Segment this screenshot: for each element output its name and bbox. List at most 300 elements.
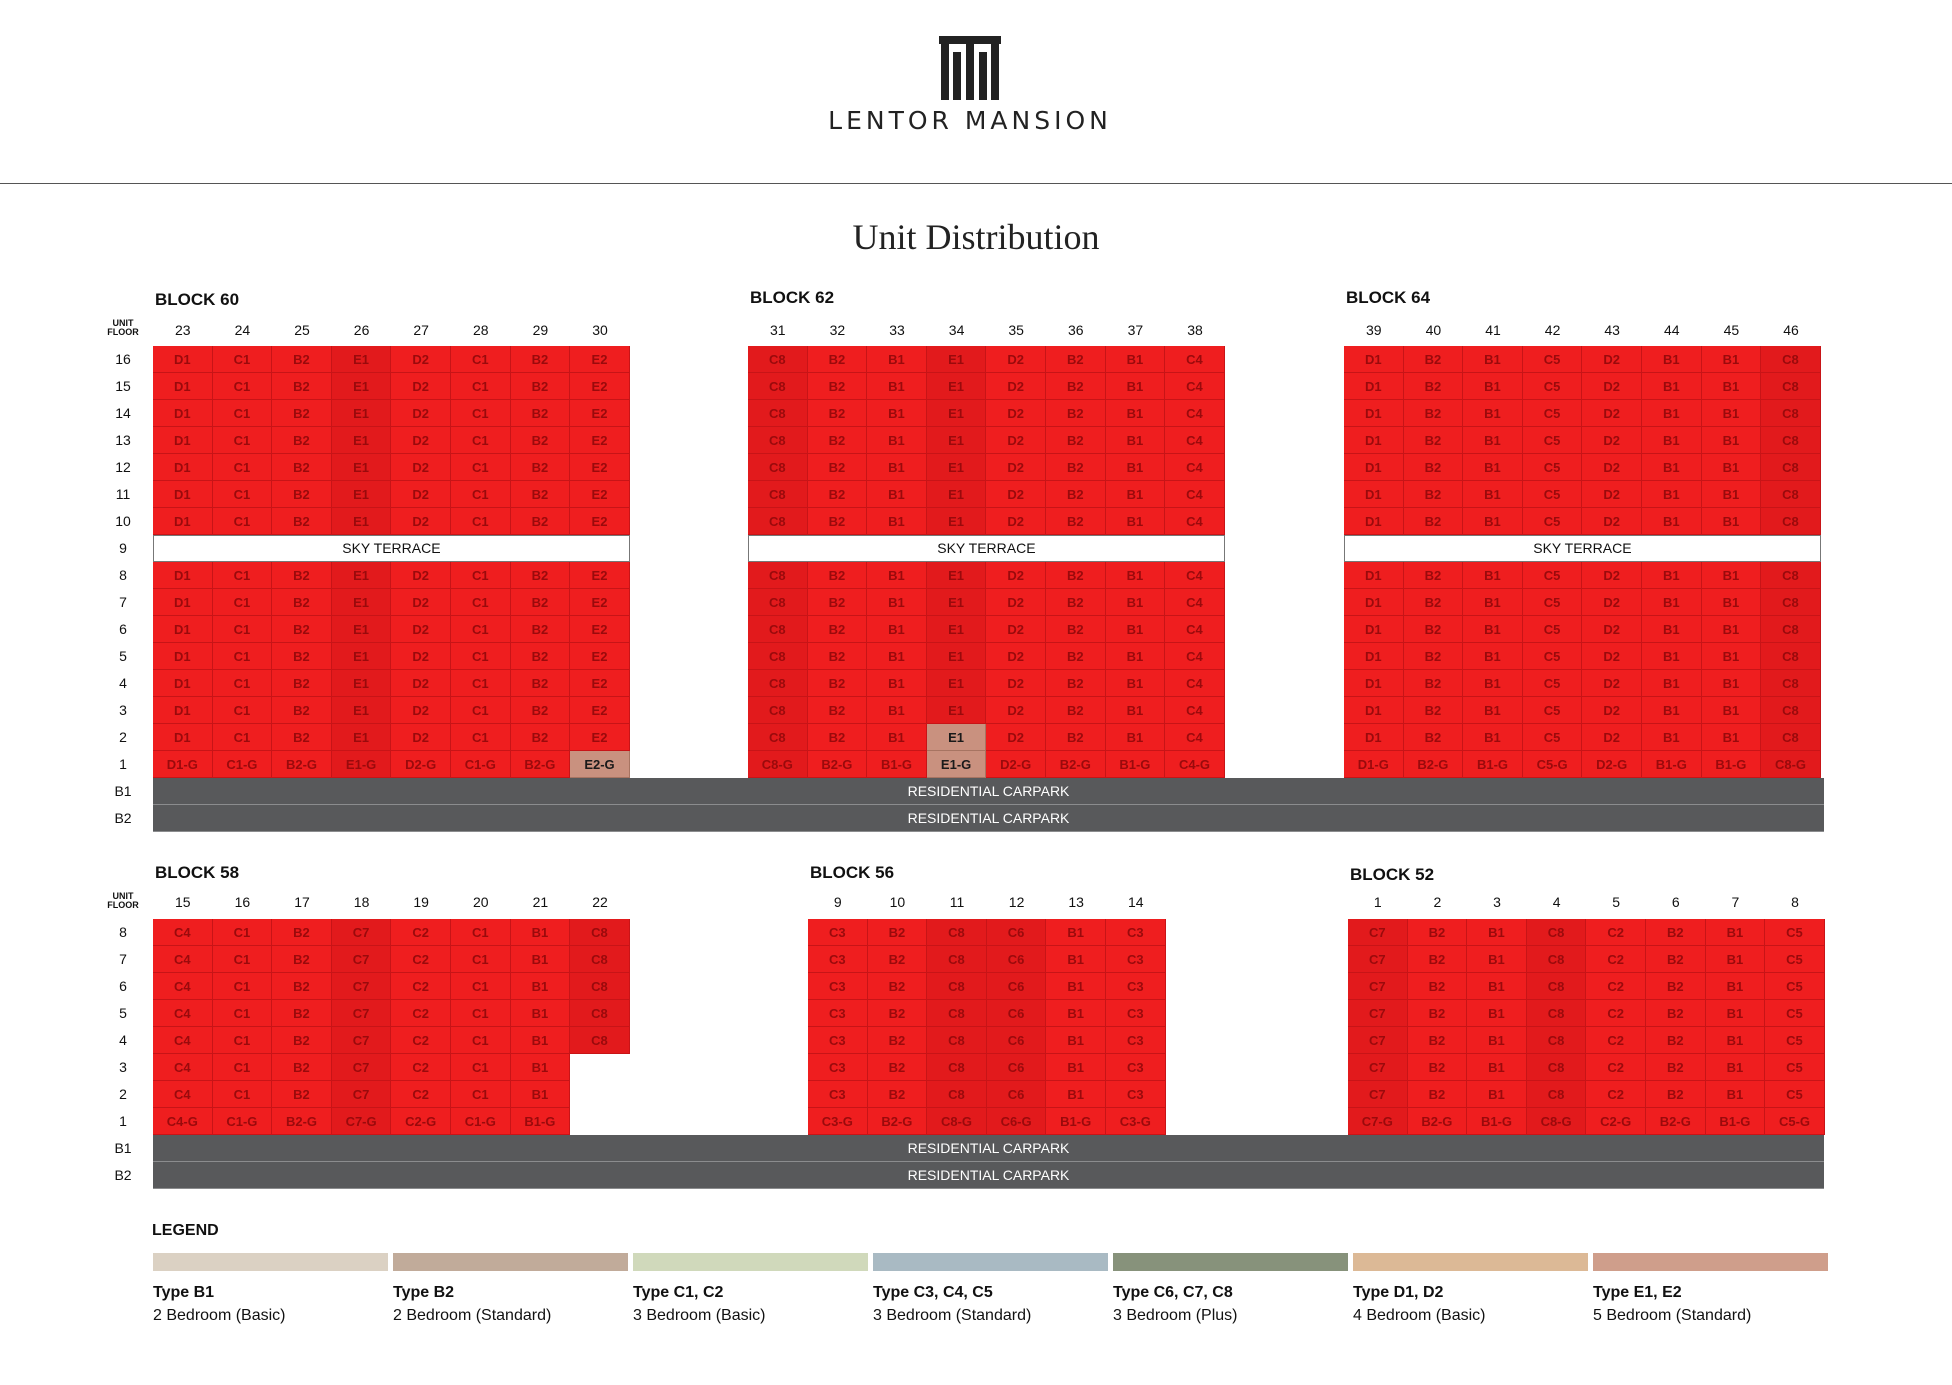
unit-number: 16	[234, 894, 251, 910]
unit-cell: B1	[1642, 643, 1702, 670]
unit-cell: D2	[391, 508, 451, 535]
unit-cell: C2	[391, 1027, 451, 1054]
unit-cell: C1	[213, 373, 273, 400]
unit-cell: C2	[1586, 919, 1646, 946]
unit-cell: E1	[332, 616, 392, 643]
unit-number: 19	[413, 894, 429, 910]
unit-cell: B1	[1642, 400, 1702, 427]
unit-cell: C3-G	[1106, 1108, 1166, 1135]
unit-cell: C1	[451, 400, 511, 427]
unit-cell: D2	[986, 427, 1046, 454]
unit-cell: E1-G	[332, 751, 392, 778]
unit-cell: C4	[1165, 373, 1225, 400]
unit-cell: B2	[272, 919, 332, 946]
unit-cell: B2	[868, 1027, 928, 1054]
unit-cell: B1	[1046, 1081, 1106, 1108]
unit-cell: C8	[1761, 697, 1821, 724]
unit-cell: B2	[1646, 919, 1706, 946]
unit-cell: C2	[391, 1000, 451, 1027]
unit-cell: B1	[1106, 400, 1166, 427]
unit-number: 41	[1485, 322, 1501, 338]
unit-cell: B2	[272, 454, 332, 481]
brand-logo	[820, 36, 1120, 135]
unit-cell: B1	[1467, 1054, 1527, 1081]
unit-cell: D1	[153, 481, 213, 508]
unit-cell: B2	[272, 562, 332, 589]
floor-label: B2	[114, 1167, 132, 1183]
floor-label: 8	[119, 567, 127, 583]
legend-swatch	[633, 1253, 868, 1271]
unit-cell: C2	[1586, 946, 1646, 973]
unit-cell: C7	[332, 1081, 392, 1108]
floor-label: 16	[115, 351, 131, 367]
unit-cell: B1	[511, 1027, 571, 1054]
unit-cell: E2	[570, 670, 630, 697]
unit-cell: B1	[1706, 1081, 1766, 1108]
unit-cell: B1	[1642, 724, 1702, 751]
unit-cell: B1	[1046, 973, 1106, 1000]
unit-cell: B2	[511, 643, 571, 670]
legend-description: 2 Bedroom (Standard)	[393, 1307, 552, 1324]
unit-cell: B2	[1046, 508, 1106, 535]
unit-cell: B2	[1404, 427, 1464, 454]
unit-cell: B2	[511, 562, 571, 589]
unit-cell: C8	[1761, 481, 1821, 508]
unit-number: 26	[353, 322, 370, 338]
unit-cell: B2	[511, 373, 571, 400]
unit-cell: C4	[1165, 481, 1225, 508]
unit-number: 29	[532, 322, 549, 338]
unit-number: 13	[1068, 894, 1084, 910]
unit-cell: E1	[332, 454, 392, 481]
unit-cell: B1	[1706, 919, 1766, 946]
unit-cell: C8	[1761, 400, 1821, 427]
unit-cell: B1	[1463, 724, 1523, 751]
unit-cell: D2	[986, 562, 1046, 589]
unit-cell: C3	[808, 1000, 868, 1027]
unit-cell: B1	[1106, 481, 1166, 508]
unit-cell: C6	[987, 973, 1047, 1000]
unit-cell: C7	[332, 1027, 392, 1054]
unit-cell: B1	[1702, 400, 1762, 427]
unit-cell: B1	[1106, 724, 1166, 751]
unit-cell: C8	[1527, 946, 1587, 973]
unit-cell: C1	[451, 589, 511, 616]
block-title: BLOCK 60	[155, 290, 240, 309]
unit-cell: B2-G	[511, 751, 571, 778]
unit-cell: D1	[153, 616, 213, 643]
unit-cell: C6	[987, 1054, 1047, 1081]
unit-cell: B1	[1642, 427, 1702, 454]
unit-cell: B1	[1702, 346, 1762, 373]
unit-cell: B1	[1463, 589, 1523, 616]
unit-cell: C4	[1165, 724, 1225, 751]
unit-cell: D2	[391, 400, 451, 427]
unit-cell: E2	[570, 400, 630, 427]
unit-cell: B2	[1404, 562, 1464, 589]
unit-cell: B2	[511, 670, 571, 697]
floor-label: 5	[119, 1005, 127, 1021]
unit-cell: B2	[511, 481, 571, 508]
unit-cell: B2	[272, 1027, 332, 1054]
unit-cell: C8	[748, 508, 808, 535]
unit-cell: D2	[1582, 454, 1642, 481]
unit-cell: D1	[153, 670, 213, 697]
unit-cell: B2	[808, 643, 868, 670]
unit-number: 38	[1187, 322, 1203, 338]
header-divider	[0, 183, 1952, 184]
unit-cell: D2	[391, 589, 451, 616]
unit-cell: B2	[1646, 1054, 1706, 1081]
unit-cell: D1	[153, 373, 213, 400]
unit-cell: C5	[1523, 670, 1583, 697]
unit-cell: C1	[451, 973, 511, 1000]
unit-cell: D1	[153, 589, 213, 616]
unit-cell: C8	[1761, 562, 1821, 589]
unit-cell: C1	[213, 670, 273, 697]
unit-cell: E1	[927, 724, 987, 751]
unit-cell: B2	[808, 427, 868, 454]
unit-cell: E1	[332, 346, 392, 373]
unit-cell: C5-G	[1523, 751, 1583, 778]
unit-cell: C1	[451, 508, 511, 535]
unit-cell: C3	[1106, 946, 1166, 973]
unit-cell: B2	[1046, 373, 1106, 400]
unit-cell: D1	[153, 454, 213, 481]
unit-cell: B2	[868, 1000, 928, 1027]
unit-cell: B1	[1046, 946, 1106, 973]
unit-cell: B1	[1706, 1000, 1766, 1027]
unit-cell: C5	[1523, 643, 1583, 670]
unit-cell: C2	[391, 919, 451, 946]
unit-cell: C4	[1165, 400, 1225, 427]
unit-cell: C1	[213, 973, 273, 1000]
unit-cell: D2	[391, 346, 451, 373]
unit-cell: B2	[1404, 670, 1464, 697]
unit-cell: C1-G	[451, 751, 511, 778]
unit-number: 42	[1544, 322, 1561, 338]
unit-cell: C1	[213, 946, 273, 973]
unit-cell: C8	[1527, 1054, 1587, 1081]
floor-label: 6	[119, 621, 127, 637]
unit-cell: C6	[987, 1027, 1047, 1054]
unit-cell: E1	[332, 724, 392, 751]
unit-cell: C7	[332, 1000, 392, 1027]
unit-cell: E1	[927, 508, 987, 535]
unit-cell: B2	[272, 973, 332, 1000]
unit-cell: C1	[213, 697, 273, 724]
unit-cell: B1	[1463, 562, 1523, 589]
legend-description: 2 Bedroom (Basic)	[153, 1307, 286, 1324]
unit-cell: B1	[1463, 427, 1523, 454]
legend-description: 3 Bedroom (Plus)	[1113, 1307, 1238, 1324]
unit-number: 15	[175, 894, 191, 910]
unit-cell: C8	[748, 697, 808, 724]
floor-label: 2	[119, 1086, 127, 1102]
unit-cell: E1	[332, 373, 392, 400]
unit-cell: C1	[213, 1027, 273, 1054]
unit-cell: B1	[1642, 589, 1702, 616]
unit-cell: D2-G	[1582, 751, 1642, 778]
unit-cell: C7	[1348, 1027, 1408, 1054]
unit-cell: E1	[927, 427, 987, 454]
unit-cell: B1	[1463, 697, 1523, 724]
unit-cell: B2	[272, 724, 332, 751]
unit-number: 36	[1068, 322, 1084, 338]
unit-cell: B2	[808, 481, 868, 508]
unit-cell: B2	[808, 508, 868, 535]
unit-cell: C1	[451, 670, 511, 697]
unit-number: 23	[175, 322, 191, 338]
unit-cell: B1	[1463, 616, 1523, 643]
unit-cell: C8	[1761, 589, 1821, 616]
unit-cell: B1	[867, 427, 927, 454]
unit-cell: D2	[1582, 481, 1642, 508]
unit-cell: B1	[867, 346, 927, 373]
unit-cell: B1	[1702, 724, 1762, 751]
floor-label: 8	[119, 924, 127, 940]
unit-cell: B2	[272, 589, 332, 616]
unit-cell: C8	[570, 919, 630, 946]
unit-cell: B2	[272, 670, 332, 697]
unit-number: 2	[1433, 894, 1442, 910]
legend-type-label: Type B2	[393, 1284, 455, 1301]
unit-cell: B1	[1046, 1054, 1106, 1081]
unit-cell: B1	[867, 724, 927, 751]
unit-cell: B2-G	[808, 751, 868, 778]
unit-cell: C8	[1527, 1081, 1587, 1108]
unit-cell: C8	[748, 724, 808, 751]
unit-cell: B2	[272, 1054, 332, 1081]
unit-cell: E2	[570, 562, 630, 589]
unit-cell: C2	[1586, 973, 1646, 1000]
unit-cell: D2-G	[986, 751, 1046, 778]
unit-cell: B2	[1046, 454, 1106, 481]
sky-terrace: SKY TERRACE	[1344, 535, 1821, 562]
unit-number: 18	[353, 894, 370, 910]
unit-number: 32	[829, 322, 846, 338]
unit-number: 11	[949, 894, 965, 910]
unit-cell: B2-G	[1404, 751, 1464, 778]
unit-cell: B2	[1046, 346, 1106, 373]
unit-number: 10	[889, 894, 906, 910]
unit-cell: E1	[927, 454, 987, 481]
unit-cell: E2	[570, 508, 630, 535]
unit-cell: C8	[1761, 454, 1821, 481]
unit-cell: C5	[1523, 346, 1583, 373]
unit-cell: D1	[1344, 400, 1404, 427]
unit-number: 33	[889, 322, 905, 338]
unit-cell: D2	[391, 670, 451, 697]
unit-cell: D2	[986, 400, 1046, 427]
legend-description: 4 Bedroom (Basic)	[1353, 1307, 1486, 1324]
unit-cell: B2	[511, 616, 571, 643]
unit-cell: C1	[451, 724, 511, 751]
unit-cell: C6-G	[987, 1108, 1047, 1135]
floor-label: 13	[115, 432, 131, 448]
unit-cell: C1	[213, 643, 273, 670]
unit-cell: C1	[213, 724, 273, 751]
unit-cell: D1	[1344, 508, 1404, 535]
unit-cell: D2	[391, 697, 451, 724]
unit-number: 37	[1127, 322, 1144, 338]
unit-cell: C8	[748, 427, 808, 454]
unit-cell: C5	[1765, 1054, 1825, 1081]
unit-number: 17	[294, 894, 310, 910]
unit-cell: D1	[153, 697, 213, 724]
unit-cell: B1	[1463, 481, 1523, 508]
unit-cell: E1	[927, 616, 987, 643]
unit-cell: E1	[332, 670, 392, 697]
unit-cell: B2	[272, 946, 332, 973]
unit-cell: C4	[153, 946, 213, 973]
unit-cell: B2	[511, 508, 571, 535]
unit-cell: B2	[511, 427, 571, 454]
unit-cell: C7	[332, 946, 392, 973]
unit-cell: C5	[1523, 697, 1583, 724]
unit-cell: C3-G	[808, 1108, 868, 1135]
unit-cell: C6	[987, 919, 1047, 946]
unit-cell: C8	[1761, 616, 1821, 643]
unit-cell: B2	[868, 919, 928, 946]
unit-cell: D2	[1582, 643, 1642, 670]
legend-type-label: Type C3, C4, C5	[873, 1284, 993, 1301]
floor-label: 14	[115, 405, 131, 421]
unit-cell: C8	[1761, 373, 1821, 400]
unit-cell: C3	[1106, 1054, 1166, 1081]
unit-cell: C5	[1523, 454, 1583, 481]
unit-cell: C3	[808, 1081, 868, 1108]
brand-name: LENTOR MANSION	[828, 106, 1112, 135]
unit-cell: C2	[391, 946, 451, 973]
unit-cell: B1	[1642, 481, 1702, 508]
unit-cell: C8	[1761, 346, 1821, 373]
unit-cell: D2	[986, 670, 1046, 697]
unit-cell: E1	[332, 508, 392, 535]
unit-cell: C5	[1523, 508, 1583, 535]
unit-number: 9	[833, 894, 842, 910]
unit-cell: C5	[1523, 589, 1583, 616]
unit-cell: B2	[272, 508, 332, 535]
unit-cell: B1	[1106, 562, 1166, 589]
unit-cell: C7	[1348, 1000, 1408, 1027]
unit-cell: B1	[867, 481, 927, 508]
unit-cell: B1	[867, 400, 927, 427]
unit-cell: C2	[391, 1054, 451, 1081]
unit-cell: C7	[332, 973, 392, 1000]
unit-cell: B2	[272, 616, 332, 643]
unit-cell: C3	[1106, 1081, 1166, 1108]
unit-cell: C1	[451, 427, 511, 454]
unit-cell: B1-G	[1106, 751, 1166, 778]
unit-cell: C5	[1765, 946, 1825, 973]
unit-cell: B1	[1106, 589, 1166, 616]
floor-header: UNIT FLOOR	[107, 318, 139, 337]
unit-cell: B2	[1646, 973, 1706, 1000]
unit-cell: C4	[153, 1027, 213, 1054]
unit-cell: B1	[1702, 670, 1762, 697]
unit-cell: B1	[1702, 562, 1762, 589]
unit-number: 8	[1791, 894, 1799, 910]
unit-cell: D1	[1344, 697, 1404, 724]
unit-cell: B1	[867, 589, 927, 616]
unit-cell: E1	[927, 670, 987, 697]
unit-number: 14	[1128, 894, 1144, 910]
unit-cell: B1	[1046, 919, 1106, 946]
unit-cell: C1	[213, 508, 273, 535]
unit-cell: B1-G	[867, 751, 927, 778]
unit-cell: B2	[1408, 919, 1468, 946]
unit-cell: B2	[1046, 400, 1106, 427]
unit-cell: C8	[1527, 973, 1587, 1000]
unit-cell: C8	[570, 946, 630, 973]
unit-cell: E2	[570, 724, 630, 751]
unit-cell: C5	[1765, 1027, 1825, 1054]
unit-cell: C3	[808, 946, 868, 973]
unit-cell: D2	[1582, 562, 1642, 589]
unit-cell: D2	[986, 508, 1046, 535]
unit-cell: B1	[867, 697, 927, 724]
unit-cell: C4	[1165, 670, 1225, 697]
unit-cell: C1	[213, 346, 273, 373]
unit-cell: C8	[748, 670, 808, 697]
unit-cell: B1	[1706, 946, 1766, 973]
unit-cell: C7-G	[332, 1108, 392, 1135]
unit-cell: C8	[927, 1081, 987, 1108]
block-title: BLOCK 62	[750, 288, 835, 307]
unit-cell: B2	[1046, 697, 1106, 724]
unit-cell: B2	[272, 643, 332, 670]
unit-cell: D1	[153, 562, 213, 589]
unit-cell: C4	[1165, 589, 1225, 616]
unit-cell: B1	[1702, 373, 1762, 400]
unit-number: 44	[1664, 322, 1680, 338]
unit-cell: D2	[1582, 616, 1642, 643]
unit-cell: D1	[1344, 643, 1404, 670]
unit-cell: B1	[1642, 616, 1702, 643]
unit-cell: C8-G	[748, 751, 808, 778]
floor-label: 2	[119, 729, 127, 745]
unit-cell: B1	[1046, 1027, 1106, 1054]
floor-label: 4	[119, 1032, 127, 1048]
unit-cell: B2	[808, 724, 868, 751]
unit-cell: C2	[391, 1081, 451, 1108]
unit-cell: E1	[927, 400, 987, 427]
unit-cell: C8	[748, 643, 808, 670]
unit-cell: B2	[1046, 562, 1106, 589]
unit-cell: E2	[570, 589, 630, 616]
floor-label: 3	[119, 702, 127, 718]
unit-cell: C4	[1165, 697, 1225, 724]
unit-cell: B2	[1046, 724, 1106, 751]
unit-cell: C8	[748, 481, 808, 508]
unit-number: 24	[234, 322, 251, 338]
unit-cell: D2	[1582, 373, 1642, 400]
unit-cell: B2	[1408, 1000, 1468, 1027]
unit-cell: C8	[927, 1027, 987, 1054]
unit-cell: B2	[511, 589, 571, 616]
unit-cell: C1	[451, 1054, 511, 1081]
unit-cell: B1	[1706, 1027, 1766, 1054]
unit-cell: E1	[927, 643, 987, 670]
unit-cell: B1	[1106, 643, 1166, 670]
unit-cell: B2	[1408, 1081, 1468, 1108]
unit-cell: E2	[570, 454, 630, 481]
unit-cell: B2	[1646, 1081, 1706, 1108]
floor-label: 12	[115, 459, 131, 475]
unit-cell: B1	[1642, 562, 1702, 589]
unit-cell: D1	[1344, 562, 1404, 589]
